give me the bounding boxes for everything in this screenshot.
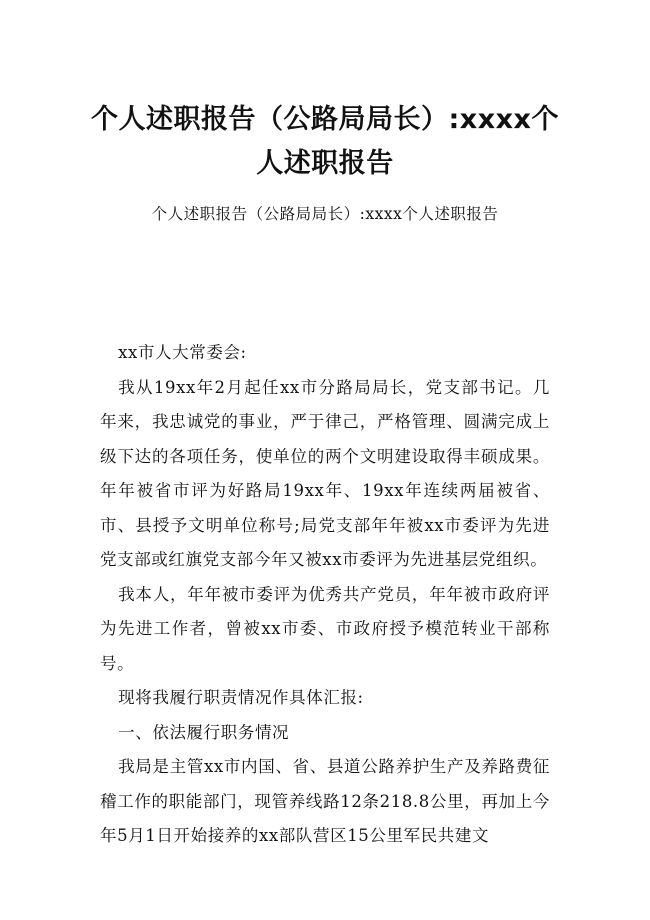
salutation: xx市人大常委会: xyxy=(118,343,247,362)
paragraph-report-lead: 现将我履行职责情况作具体汇报: xyxy=(118,688,364,707)
section-heading-1: 一、依法履行职务情况 xyxy=(118,722,290,742)
document-title: 个人述职报告（公路局局长）:xxxx个人述职报告 xyxy=(91,104,559,179)
document-body xyxy=(100,336,550,854)
document-subtitle: 个人述职报告（公路局局长）:xxxx个人述职报告 xyxy=(151,205,499,223)
paragraph-duties: 我局是主管xx市内国、省、县道公路养护生产及养路费征稽工作的职能部门，现管养线路12条218.8公里，再加上今年5月1日开始接养的xx部队营区15公里军民共建文 xyxy=(100,757,550,845)
paragraph-intro: 我从19xx年2月起任xx市分路局局长，党支部书记。几年来，我忠诚党的事业，严于律己，严格管理、圆满完成上级下达的各项任务，使单位的两个文明建设取得丰硕成果。年年被省市评为好路局19xx年、19xx年连续两届被省、市、县授予文明单位称号;局党支部年年被xx市委评为先进党支部或红旗党支部今年又被xx市委评为先进基层党组织。 xyxy=(100,377,550,569)
paragraph-personal-honors: 我本人，年年被市委评为优秀共产党员，年年被市政府评为先进工作者，曾被xx市委、市政府授予模范转业干部称号。 xyxy=(100,584,550,673)
